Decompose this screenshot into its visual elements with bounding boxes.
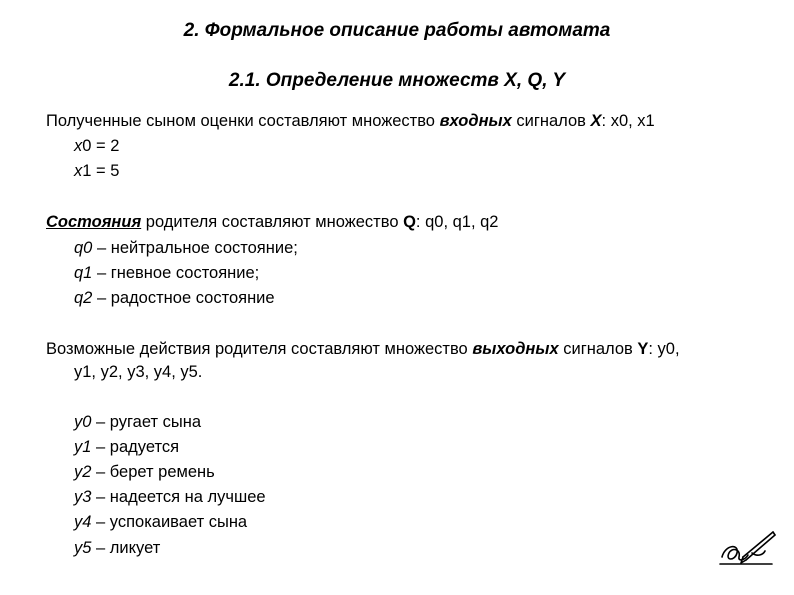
item-text: – гневное состояние; bbox=[92, 264, 260, 282]
list-item bbox=[74, 437, 179, 457]
output-emphasis: выходных bbox=[472, 340, 559, 358]
input-signals-paragraph bbox=[46, 111, 655, 131]
item-symbol: x bbox=[74, 162, 83, 180]
output-set-members-line2: y1, y2, y3, y4, y5. bbox=[74, 363, 203, 381]
item-subscript: 1 bbox=[82, 162, 92, 180]
item-text: = 2 bbox=[91, 137, 120, 155]
item-text: – радостное состояние bbox=[92, 289, 275, 307]
list-item bbox=[74, 238, 298, 258]
item-symbol: x bbox=[74, 137, 83, 155]
input-emphasis: входных bbox=[439, 112, 512, 130]
item-symbol: y4 bbox=[74, 513, 92, 531]
item-symbol: y3 bbox=[74, 488, 92, 506]
output-text-after: сигналов bbox=[558, 340, 638, 358]
item-text: – берет ремень bbox=[91, 463, 215, 481]
output-text-before: Возможные действия родителя составляют множество bbox=[46, 340, 473, 358]
item-text: – ликует bbox=[91, 539, 161, 557]
output-set-name: Y bbox=[637, 340, 649, 358]
list-item bbox=[74, 462, 215, 482]
input-text-before: Полученные сыном оценки составляют множество bbox=[46, 112, 440, 130]
input-set-members: : x0, x1 bbox=[601, 112, 655, 130]
item-text: = 5 bbox=[91, 162, 120, 180]
input-set-name: X bbox=[590, 112, 602, 130]
item-text: – радуется bbox=[91, 438, 180, 456]
list-item bbox=[74, 288, 275, 308]
item-text: – надеется на лучшее bbox=[91, 488, 266, 506]
list-item bbox=[74, 487, 266, 507]
list-item bbox=[74, 161, 119, 181]
states-paragraph bbox=[46, 212, 499, 232]
list-item bbox=[74, 136, 119, 156]
output-signals-paragraph bbox=[46, 339, 680, 359]
item-text: – нейтральное состояние; bbox=[92, 239, 298, 257]
item-symbol: y1 bbox=[74, 438, 92, 456]
item-symbol: y5 bbox=[74, 539, 92, 557]
item-symbol: q2 bbox=[74, 289, 93, 307]
item-symbol: q0 bbox=[74, 239, 93, 257]
section-subtitle: 2.1. Определение множеств X, Q, Y bbox=[228, 70, 566, 91]
item-symbol: y0 bbox=[74, 413, 92, 431]
input-text-after: сигналов bbox=[511, 112, 591, 130]
output-set-members-line1: : y0, bbox=[648, 340, 680, 358]
list-item bbox=[74, 512, 247, 532]
item-text: – ругает сына bbox=[91, 413, 202, 431]
state-emphasis: Состояния bbox=[46, 213, 142, 231]
item-symbol: q1 bbox=[74, 264, 93, 282]
page-title: 2. Формальное описание работы автомата bbox=[183, 20, 611, 41]
state-text-after: родителя составляют множество bbox=[141, 213, 404, 231]
state-set-members: : q0, q1, q2 bbox=[415, 213, 499, 231]
item-subscript: 0 bbox=[82, 137, 92, 155]
item-symbol: y2 bbox=[74, 463, 92, 481]
pen-writing-icon bbox=[717, 527, 777, 571]
list-item bbox=[74, 538, 160, 558]
list-item bbox=[74, 412, 201, 432]
state-set-name: Q bbox=[403, 213, 416, 231]
item-text: – успокаивает сына bbox=[91, 513, 248, 531]
list-item bbox=[74, 263, 259, 283]
